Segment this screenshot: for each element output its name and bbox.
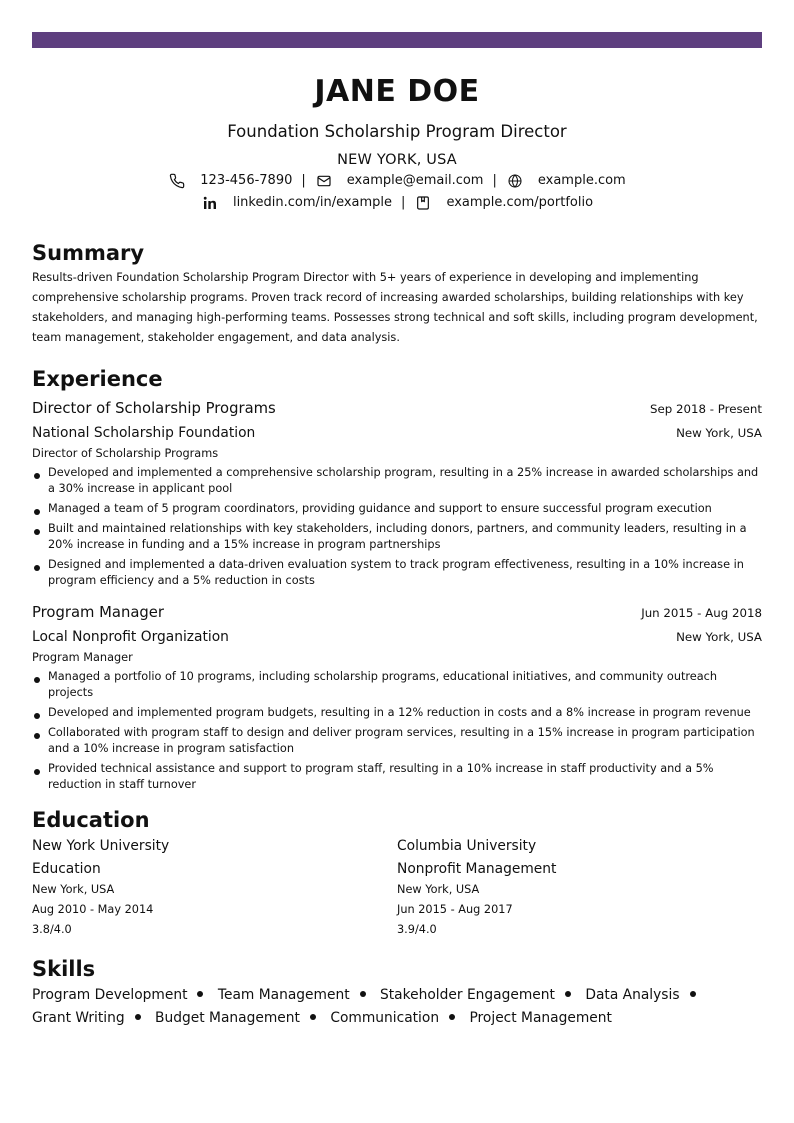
bullet-separator (360, 991, 366, 997)
skill-item: Data Analysis (585, 987, 680, 1003)
experience-heading: Experience (32, 367, 163, 391)
bookmark-icon (414, 194, 432, 212)
education-heading: Education (32, 808, 150, 832)
skill-item: Program Development (32, 987, 188, 1003)
education-entry (32, 835, 397, 940)
bullet-item: Designed and implemented a data-driven evaluation system to track program effectiveness, resulting in a 10% increase in program efficiency and a 5% reduction in costs (32, 557, 762, 589)
job-title: Program Manager (32, 604, 164, 621)
bullet-item: Developed and implemented program budgets, resulting in a 12% reduction in costs and a 8% increase in program revenue (32, 705, 762, 721)
field-of-study: Education (32, 861, 101, 877)
phone-icon (168, 172, 186, 190)
globe-icon (506, 172, 524, 190)
job-bullets (32, 669, 762, 793)
contact-row-secondary (32, 192, 762, 214)
resume-header (32, 74, 762, 214)
job-location: New York, USA (676, 630, 762, 644)
bullet-item: Collaborated with program staff to design and deliver program services, resulting in a 15% increase in program participation and a 10% increase in program satisfaction (32, 725, 762, 757)
phone-number[interactable]: 123-456-7890 (200, 173, 293, 188)
skills-heading: Skills (32, 957, 96, 981)
email-icon (315, 172, 333, 190)
website-link[interactable]: example.com (537, 173, 626, 188)
education-entry (397, 835, 762, 940)
school-location: New York, USA (397, 883, 480, 896)
skill-item: Stakeholder Engagement (380, 987, 555, 1003)
job-role: Program Manager (32, 651, 133, 664)
school-name: Columbia University (397, 838, 537, 854)
job-role: Director of Scholarship Programs (32, 447, 219, 460)
gpa: 3.8/4.0 (32, 923, 72, 936)
school-name: New York University (32, 838, 170, 854)
bullet-item: Developed and implemented a comprehensive scholarship program, resulting in a 25% increase in awarded scholarships and a 30% increase in applicant pool (32, 465, 762, 497)
company-name: Local Nonprofit Organization (32, 629, 229, 645)
bullet-item: Managed a team of 5 program coordinators, providing guidance and support to ensure successful program execution (32, 501, 762, 517)
job-location: New York, USA (676, 426, 762, 440)
resume-page (32, 74, 762, 1030)
job-dates: Jun 2015 - Aug 2018 (641, 606, 762, 620)
job-dates: Sep 2018 - Present (649, 402, 762, 416)
job-title: Director of Scholarship Programs (32, 400, 276, 417)
bullet-separator (449, 1014, 455, 1020)
separator: | (301, 173, 306, 188)
bullet-item: Managed a portfolio of 10 programs, including scholarship programs, educational initiatives, and community outreach projects (32, 669, 762, 701)
summary-text: Results-driven Foundation Scholarship Program Director with 5+ years of experience in developing and implementing comprehensive scholarship programs. Proven track record of increasing awarded scholarships, building relationships with key stakeholders, and managing high-performing teams. Possesses strong technical and soft skills, including program development, team management, stakeholder engagement, and data analysis. (32, 271, 758, 344)
bullet-item: Built and maintained relationships with key stakeholders, including donors, partners, and community leaders, resulting in a 20% increase in funding and a 15% increase in program partnerships (32, 521, 762, 553)
skill-item: Communication (330, 1010, 440, 1026)
job-bullets (32, 465, 762, 589)
experience-section (32, 366, 762, 793)
linkedin-link[interactable]: linkedin.com/in/example (232, 195, 393, 210)
bullet-item: Provided technical assistance and support to program staff, resulting in a 10% increase in staff productivity and a 5% reduction in staff turnover (32, 761, 762, 793)
candidate-name: JANE DOE (314, 74, 480, 109)
candidate-headline: Foundation Scholarship Program Director (227, 122, 567, 141)
education-section (32, 807, 762, 940)
field-of-study: Nonprofit Management (397, 861, 557, 877)
skill-item: Team Management (217, 987, 350, 1003)
education-dates: Jun 2015 - Aug 2017 (397, 903, 513, 916)
separator: | (401, 195, 406, 210)
bullet-separator (690, 991, 696, 997)
portfolio-link[interactable]: example.com/portfolio (446, 195, 594, 210)
job-entry (32, 602, 762, 793)
separator: | (492, 173, 497, 188)
school-location: New York, USA (32, 883, 115, 896)
gpa: 3.9/4.0 (397, 923, 437, 936)
summary-section (32, 240, 762, 348)
email-address[interactable]: example@email.com (346, 173, 484, 188)
education-dates: Aug 2010 - May 2014 (32, 903, 154, 916)
candidate-location: NEW YORK, USA (337, 152, 457, 168)
bullet-separator (135, 1014, 141, 1020)
bullet-separator (310, 1014, 316, 1020)
skills-section (32, 956, 762, 1030)
skills-list (32, 984, 752, 1030)
contact-row-primary (32, 170, 762, 192)
linkedin-icon (201, 194, 219, 212)
job-entry (32, 398, 762, 589)
bullet-separator (565, 991, 571, 997)
skill-item: Grant Writing (32, 1010, 125, 1026)
summary-heading: Summary (32, 241, 145, 265)
skill-item: Budget Management (155, 1010, 300, 1026)
bullet-separator (197, 991, 203, 997)
skill-item: Project Management (469, 1010, 612, 1026)
company-name: National Scholarship Foundation (32, 425, 256, 441)
accent-bar (32, 32, 762, 48)
